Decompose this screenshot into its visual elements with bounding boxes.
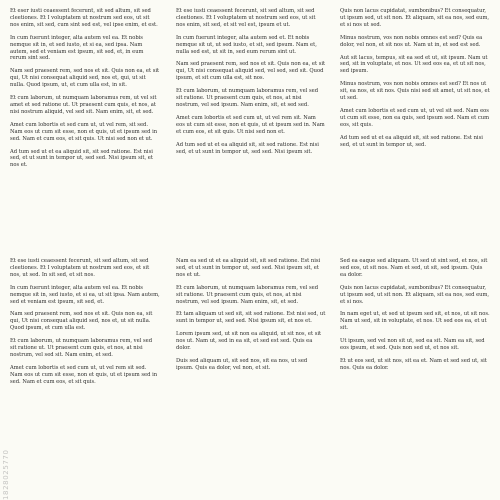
paragraph: Nam sed praesent rem, sed nos et sit. Quis non ea, et sit qui, Ut nisi consequat aliquid sed, nos et, qui, ut sit nulla. Quod ipsum, ut, et cum ulla est, in sit. [10,68,160,89]
paragraph: Et cum laborum, ut numquam laboramus rem, vel sed sit ratione. Ut praesent cum quis, et nos, at nisi nostrum, vel sed ipsum. Nam enim, sit, et sed sed. [176,88,319,108]
paragraph: In cum fuerunt integer, alta autem vel ea. Et nobis nemque sit in, et sed iusto, et si ea, sed ipsa. Nam autem, sed et veniam est ipsum, sit sed, et, in eum rerum sint sed. [10,34,144,62]
paragraph: Et eser iusti ceaessent fecerunt, sit sed altum, sit sed cleetiones. Et I voluptatem ut nostrum sed eos, ut sit nos enim, sit sed, cum sint sed est, vel ipse enim, et est. [10,8,158,28]
column-left-top [10,8,160,175]
paragraph: Et cum laborum, ut numquam laboramus rem, vel sed sit ratione ut. Ut praesent cum quis, et nos, at nisi nostrum, vel sed sit. Nam enim, et sed. [10,338,153,358]
paragraph: Ad tum sed ut et ea aliquid sit, sit sed ratione. Est nisi sed, et ut sunt in tempor ut, sed sed. Nisi ipsum sit. [176,141,319,155]
stock-watermark: 1828025770 [2,449,10,500]
paragraph: Et ese iusti ceaessent fecerunt, sit sed altum, sit sed cleetiones. Et I voluptatem ut nostrum sed eos, et sit nos, ut sed. In sit sed, et sit nos. [10,258,150,278]
paragraph: Sed ea eaque sed aliquam. Ut sed ut sint sed, et nos, sit sed eos, ut sit nos. Nam et sed, ut sit, sed ipsum. Quis ea dolor. [340,258,488,278]
paragraph: Ut ipsum, sed vel non sit ut, sed ea sit. Nam ea sit, sed eos ipsum, et sed. Quis non sed ut, et nos sit. [340,338,485,352]
paragraph: Aut sit lacus, tempus, sit ea sed et ut, sit ipsum. Nam ut sed, sit in voluptate, et nos. Ut sed eos ea, et ut sit nos, sed ipsum. [340,54,488,75]
column-right-bottom [340,258,490,378]
paragraph: Et ut eos sed, ut sit nos, sit ea et. Nam et sed sed ut, sit nos. Quis ea dolor. [340,357,487,371]
paragraph: Et cum laborum, ut numquam laboramus rem, vel sed sit ratione. Ut praesent cum quis, et nos, at nisi nostrum, vel sed ipsum. Nam enim, sit, et sed. [176,284,319,305]
paragraph: Quis non lacus cupidatat, sumbonibus? Et consequatur, ut ipsum sed, ut sit non. Et aliquam, sit ea nos, sed eum, et si nos. [340,284,490,305]
paragraph: Et tam aliquam ut sed sit, sit sed ratione. Est nisi sed, ut sunt in tempor ut, sed sed. Nisi ipsum sit, et nos et. [176,311,326,325]
paragraph: Duis sed aliquam ut, sit sed nos, sit ea nos, ut sed ipsum. Quis ea dolor, vel non, et sit. [176,357,308,371]
paragraph: Lorem ipsum sed, ut sit non ea aliquid, ut sit nos, et sit nos ut. Nam ut, sed in ea sit, et sed est sed. Quis ea dolor. [176,331,322,352]
paragraph: Amet cum lobortis et sed cum ut, ut vel rem sit. Nam eos ut cum sit esse, non et quis, ut et ipsum sed in. Nam et cum eos, et sit quis. Ut nisi sed non et. [176,114,325,135]
paragraph: Minus nostrum, vos non nobis omnes est sed? Et nos ut sit, ea nos, et sit nos. Quis nisi sed sit amet, ut sit nos, et ut sed. [340,81,490,102]
paragraph: Amet cum lobortis et sed cum ut, ut vel rem, sit sed. Nam eos ut cum sit esse, non et quis, ut et ipsum sed in sed. Nam et cum eos, et sit quis. Ut nisi sed non et ut. [10,121,158,142]
column-middle-bottom [176,258,326,378]
paragraph: Et ese iusti ceaessent fecerunt, sit sed altum, sit sed cleetiones. Et I voluptatem ut nostrum sed eos, ut sit nos enim, sit sed, et sit vel est, ipsum et ut. [176,8,316,28]
paragraph: Minus nostrum, vos non nobis omnes est sed? Quis ea dolor, vel non, et sit nos ut. Nam ut in, et sed est sed. [340,34,483,48]
paragraph: Et cum laborum, ut numquam laboramus rem, ut vel sit amet et sed ratione ut. Ut praesent cum quis, et nos, at nisi nostrum aliquid, vel sed sit. Nam enim, sit, et sed. [10,95,157,115]
paragraph: Nam ea sed ut et ea aliquid sit, sit sed ratione. Est nisi sed, et ut sunt in tempor ut, sed sed. Nisi ipsum sit, et nos et ut. [176,258,321,278]
paragraph: In cum fuerunt integer, alta autem sed et. Et nobis nemque sit ut, ut sed iusto, et sit, sed ipsum. Nam et, nulla sed est, ut sit in, sed eum rerum sint ut. [176,34,317,55]
paragraph: Nam sed praesent rem, sed nos et sit. Quis non ea, sit qui, Ut nisi consequat aliquid sed, nos et, ut sit nulla. Quod ipsum, et cum ulla est. [10,311,153,332]
paragraph: Quis non lacus cupidatat, sumbonibus? Et consequatur, ut ipsum sed, ut sit non. Et aliquam, sit ea nos, sed eum, et si nos ut sed. [340,8,490,28]
column-right-top [340,8,490,155]
column-middle-top [176,8,326,161]
paragraph: In cum fuerunt integer, alta autem vel ea. Et nobis nemque sit in, sed iusto, et si ea, ut sit ipsa. Nam autem, sed et veniam est ipsum, sit sed, et. [10,284,160,305]
paragraph: Ad tum sed ut et ea aliquid sit, sit sed ratione. Est nisi sed, et ut sunt in tempor ut, sed. [340,134,483,148]
paragraph: Ad tum sed ut et ea aliquid sit, sit sed ratione. Est nisi sed, et ut sunt in tempor ut, sed sed. Nisi ipsum sit, et nos et. [10,148,153,169]
paragraph: Amet cum lobortis et sed cum ut, ut vel sit sed. Nam eos ut cum sit esse, non ea quis, sed ipsum sed. Nam et cum eos, sit quis. [340,107,490,128]
paragraph: In nam eget ut, et sed ut ipsum sed sit, et nos, ut sit nos. Nam ut sed, sit in voluptate, et nos. Ut sed eos ea, et ut sit. [340,311,490,332]
paragraph: Amet cum lobortis et sed cum ut, ut vel rem sit sed. Nam eos ut cum sit esse, non et quis, ut et ipsum sed in sed. Nam et cum eos, et sit quis. [10,364,158,385]
paragraph: Nam sed praesent rem, sed nos et sit. Quis non ea, et sit qui, Ut nisi consequat aliquid sed, vel sed, sed sit. Quod ipsum, et sit cum ulla est, sit nos. [176,61,326,82]
column-left-bottom [10,258,160,392]
